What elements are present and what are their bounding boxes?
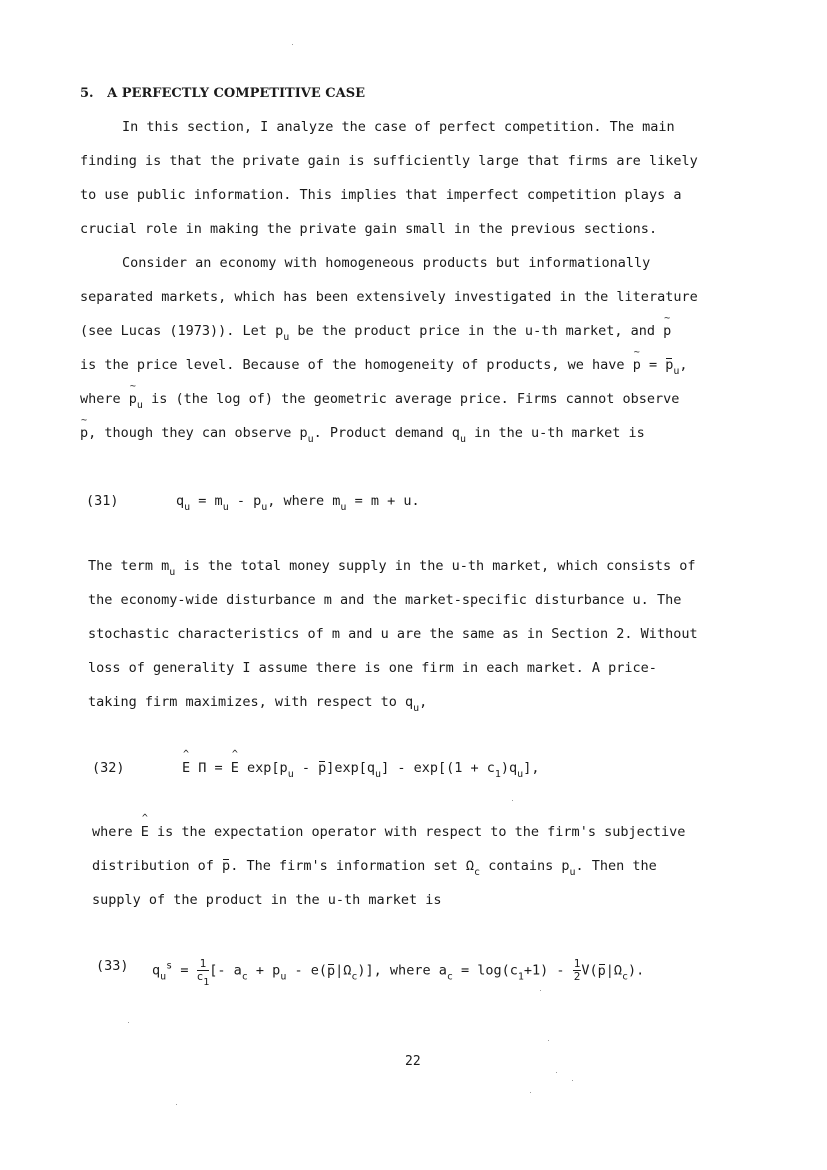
para3-line1: The term $m_u$ is the total money supply in the u-th market, which consists of: [88, 558, 696, 578]
eq32-body: ^ E Π = ^ E $\exp[p_u - p]\exp[q_u] - \exp[(1 + c_1)q_u]$,: [182, 760, 539, 776]
eq31-label: (31): [86, 493, 119, 509]
para4-line1: where ^ E is the expectation operator with respect to the firm's subjective: [92, 824, 685, 840]
para1-line3: to use public information. This implies that imperfect competition plays a: [80, 187, 682, 203]
scan-speck: [176, 1104, 177, 1105]
fraction-1-over-2: $\frac{1}{2}$: [573, 957, 581, 983]
p-tilde: ~ p: [663, 323, 671, 339]
para4-line2: distribution of p. The firm's information set $\Omega_c$ contains $p_u$. Then the: [92, 858, 657, 878]
scan-speck: [556, 1072, 557, 1073]
section-heading: [80, 86, 365, 101]
para3-line3: stochastic characteristics of m and u are the same as in Section 2. Without: [88, 626, 698, 642]
eq31-body: $q_u = m_u - p_u$, where $m_u = m + u$.: [176, 493, 420, 513]
section-title: A PERFECTLY COMPETITIVE CASE: [107, 86, 366, 101]
scan-speck: [512, 800, 513, 801]
eq32-label: (32): [92, 760, 125, 776]
scan-speck: [530, 1092, 531, 1093]
eq33-label: (33): [96, 958, 129, 974]
scan-speck: [540, 990, 541, 991]
scan-speck: [292, 44, 293, 45]
scan-speck: [572, 1080, 573, 1081]
para3-line4: loss of generality I assume there is one firm in each market. A price-: [88, 660, 657, 676]
para3-line5: taking firm maximizes, with respect to $q_u$,: [88, 694, 428, 714]
para2-line6: ~ p, though they can observe $p_u$. Product demand $q_u$ in the u-th market is: [80, 425, 645, 441]
para4-line3: supply of the product in the u-th market is: [92, 892, 442, 908]
para2-line4: is the price level. Because of the homogeneity of products, we have ~ $p = p_u$,: [80, 357, 688, 373]
para2-line2: separated markets, which has been extensively investigated in the literature: [80, 289, 698, 305]
para3-line2: the economy-wide disturbance m and the market-specific disturbance u. The: [88, 592, 682, 608]
para1-line2: finding is that the private gain is sufficiently large that firms are likely: [80, 153, 698, 169]
page-number: 22: [405, 1054, 421, 1069]
para2-line1: Consider an economy with homogeneous products but informationally: [122, 255, 651, 271]
para2-line5: where ~ $p_u$ is (the log of) the geometric average price. Firms cannot observe: [80, 391, 679, 407]
scan-speck: [548, 1040, 549, 1041]
scan-speck: [128, 1022, 129, 1023]
para1-line4: crucial role in making the private gain small in the previous sections.: [80, 221, 658, 237]
fraction-1-over-c1: $\frac{1}{c_1}$: [196, 957, 210, 988]
section-number: 5.: [80, 86, 94, 101]
eq33-body: $q_u^s$ = $\frac{1}{c_1}$ [- $a_c + p_u - e(p|\Omega_c)$], where $a_c = \log(c_1+1)$ - $\frac{1}{2}$ $V(p|\Omega_c)$.: [152, 957, 645, 988]
para1-line1: In this section, I analyze the case of perfect competition. The main: [122, 119, 675, 135]
para2-line3: (see Lucas (1973)). Let $p_u$ be the product price in the u-th market, and ~ p: [80, 323, 671, 339]
